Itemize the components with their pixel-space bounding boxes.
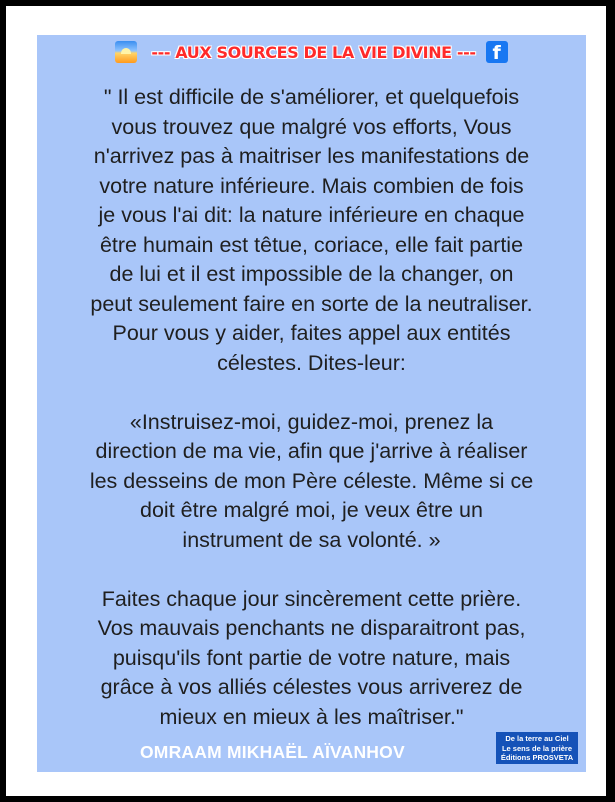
author-name: OMRAAM MIKHAËL AÏVANHOV	[140, 742, 405, 762]
source-badge	[496, 732, 578, 764]
quote-paragraph-2: «Instruisez-moi, guidez-moi, prenez la direction de ma vie, afin que j'arrive à réaliser les desseins de mon Père céleste. Même si ce doit être malgré moi, je veux être un instrument de sa volonté. »	[89, 409, 534, 552]
sunrise-icon	[115, 41, 137, 63]
header-banner	[37, 37, 586, 67]
quote-paragraph-1: " Il est difficile de s'améliorer, et quelquefois vous trouvez que malgré vos efforts, Vous n'arrivez pas à maitriser les manifestations de votre nature inférieure. Mais combien de fois je vous l'ai dit: la nature inférieure en chaque être humain est têtue, coriace, elle fait partie de lui et il est impossible de la changer, on peut seulement faire en sorte de la neutraliser. Pour vous y aider, faites appel aux entités célestes. Dites-leur:	[90, 85, 533, 375]
outer-frame	[6, 6, 606, 796]
facebook-icon[interactable]: f	[486, 41, 508, 63]
quote-card	[37, 35, 586, 772]
quote-text	[47, 83, 576, 732]
source-line-2: Le sens de la prière	[501, 743, 573, 753]
quote-paragraph-3: Faites chaque jour sincèrement cette prière. Vos mauvais penchants ne disparaitront pas, puisqu'ils font partie de votre nature, mais grâce à vos alliés célestes vous arriverez de mieux en mieux à les maîtriser."	[97, 586, 526, 729]
source-line-3: Éditions PROSVETA	[500, 753, 574, 762]
header-title: --- AUX SOURCES DE LA VIE DIVINE ---	[151, 42, 476, 62]
source-line-1: De la terre au Ciel	[505, 734, 569, 743]
